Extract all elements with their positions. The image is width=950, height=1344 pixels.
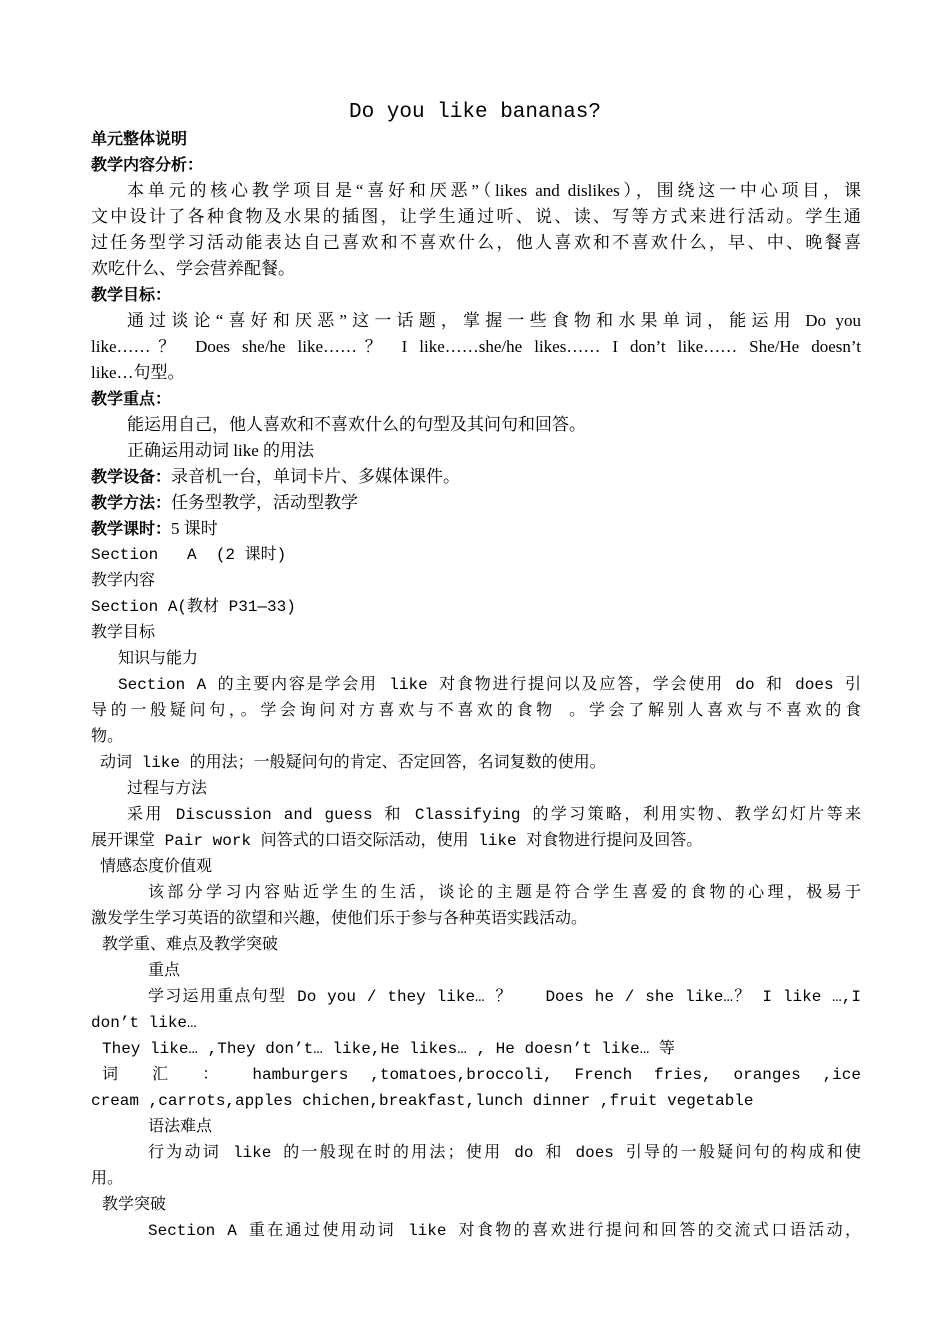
methods-text: 任务型教学，活动型教学 [171,493,359,512]
grammar-line: 行为动词 like 的一般现在时的用法；使用 do 和 does 引导的一般疑问句的构成和使 [148,1144,861,1162]
key-points-line: 能运用自己，他人喜欢和不喜欢什么的句型及其问句和回答。 [127,415,586,434]
vocabulary-line: 词 汇 ： hamburgers ,tomatoes,broccoli, French fries, oranges ,ice [102,1066,861,1084]
hours-line [91,516,861,542]
key-point-label: 重点 [148,962,181,980]
emotion-values-label: 情感态度价值观 [100,858,213,876]
key-sentence-line: 学习运用重点句型 Do you / they like… ？ Does he / she like…？ I like …,I [148,988,861,1006]
breakthrough-line: Section A 重在通过使用动词 like 对食物的喜欢进行提问和回答的交流式口语活动， [148,1222,861,1240]
grammar-line: 用。 [91,1170,124,1188]
hours-text: 5 课时 [171,519,218,538]
methods-line [91,490,861,516]
vocabulary-line: cream ,carrots,apples chichen,breakfast,lunch dinner ,fruit vegetable [91,1092,754,1110]
equipment-text: 录音机一台，单词卡片、多媒体课件。 [171,467,461,486]
emotion-line: 激发学生学习英语的欲望和兴趣，使他们乐于参与各种英语实践活动。 [91,910,588,928]
objectives-line: 通过谈论“喜好和厌恶”这一话题，掌握一些食物和水果单词，能运用 Do you [127,311,861,330]
knowledge-line: Section A 的主要内容是学会用 like 对食物进行提问以及应答，学会使用 do 和 does 引 [118,676,861,694]
emotion-line: 该部分学习内容贴近学生的生活，谈论的主题是符合学生喜爱的食物的心理，极易于 [148,884,861,902]
key-sentence-line: don’t like… [91,1014,197,1032]
objectives-line: like……？ Does she/he like……？ I like……she/he likes…… I don’t like…… She/He doesn’t [91,337,861,356]
heading-methods: 教学方法： [91,493,172,512]
key-points-line: 正确运用动词 like 的用法 [127,441,314,460]
objectives-line: like…句型。 [91,363,185,382]
heading-hours: 教学课时： [91,519,172,538]
heading-unit-overview: 单元整体说明 [91,129,188,148]
process-line: 展开课堂 Pair work 问答式的口语交际活动，使用 like 对食物进行提问及回答。 [91,832,703,850]
knowledge-line: 物。 [91,728,124,746]
knowledge-ability-label: 知识与能力 [118,650,199,668]
process-line: 采用 Discussion and guess 和 Classifying 的学习策略，利用实物、教学幻灯片等来 [127,806,861,824]
content-analysis-line: 欢吃什么、学会营养配餐。 [91,259,295,278]
teaching-content: Section A(教材 P31—33) [91,598,296,616]
teaching-goal-label: 教学目标 [91,624,156,642]
heading-objectives: 教学目标： [91,285,172,304]
teaching-content-label: 教学内容 [91,572,156,590]
content-analysis-line: 文中设计了各种食物及水果的插图，让学生通过听、说、读、写等方式来进行活动。学生通 [91,207,861,226]
content-analysis-line: 过任务型学习活动能表达自己喜欢和不喜欢什么，他人喜欢和不喜欢什么，早、中、晚餐喜 [91,233,861,252]
heading-equipment: 教学设备： [91,467,172,486]
key-sentence-line: They like… ,They don’t… like,He likes… , He doesn’t like… 等 [102,1040,675,1058]
equipment-line [91,464,861,490]
key-difficult-label: 教学重、难点及教学突破 [102,936,279,954]
grammar-difficulty-label: 语法难点 [148,1118,213,1136]
heading-key-points: 教学重点： [91,389,172,408]
heading-content-analysis: 教学内容分析： [91,155,204,174]
knowledge-line: 动词 like 的用法；一般疑问句的肯定、否定回答，名词复数的使用。 [100,754,606,772]
knowledge-line: 导的一般疑问句，。学会询问对方喜欢与不喜欢的食物 。学会了解别人喜欢与不喜欢的食 [91,702,861,720]
process-method-label: 过程与方法 [127,780,208,798]
section-a-header: Section A (2 课时) [91,546,287,564]
document-title: Do you like bananas? [348,101,602,124]
breakthrough-label: 教学突破 [102,1196,167,1214]
content-analysis-line: 本单元的核心教学项目是“喜好和厌恶”（likes and dislikes），围绕这一中心项目，课 [127,181,861,200]
